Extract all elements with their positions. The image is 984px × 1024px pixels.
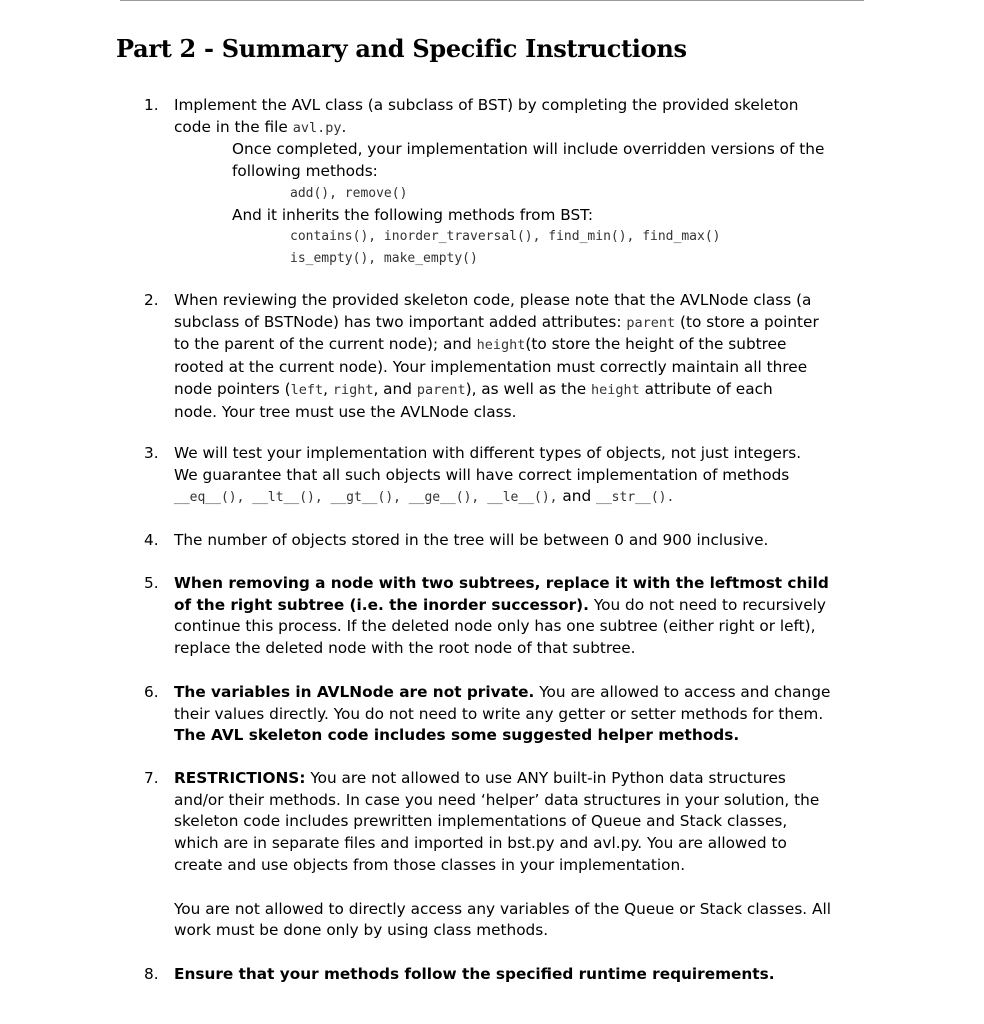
inline-code: height <box>476 337 526 354</box>
item-text: of the right subtree (i.e. the inorder successor). You do not need to recursively <box>174 595 826 614</box>
item-text: node. Your tree must use the AVLNode class. <box>174 402 517 421</box>
item-text: which are in separate files and imported in bst.py and avl.py. You are allowed to <box>174 834 787 853</box>
item-text: create and use objects from those classes in your implementation. <box>174 855 686 874</box>
item-text: to the parent of the current node); and height(to store the height of the subtree <box>174 335 787 354</box>
item-text: their values directly. You do not need to write any getter or setter methods for them. <box>174 704 824 723</box>
item-text: work must be done only by using class methods. <box>174 921 549 940</box>
item-text: node pointers (left, right, and parent), as well as the height attribute of each <box>174 379 773 398</box>
item-text: Implement the AVL class (a subclass of BST) by completing the provided skeleton <box>174 96 799 114</box>
item-text: skeleton code includes prewritten implementations of Queue and Stack classes, <box>174 812 788 831</box>
item-text: Once completed, your implementation will include overridden versions of the <box>232 140 825 159</box>
item-number: 6. <box>144 683 159 701</box>
item-text: The AVL skeleton code includes some suggested helper methods. <box>174 726 740 745</box>
item-number: 7. <box>144 769 159 787</box>
item-text: The variables in AVLNode are not private. You are allowed to access and change <box>174 683 831 701</box>
item-text: Ensure that your methods follow the specified runtime requirements. <box>174 965 775 983</box>
item-text: rooted at the current node). Your implementation must correctly maintain all three <box>174 358 808 377</box>
item-number: 2. <box>144 291 159 309</box>
inline-code: height <box>590 381 640 398</box>
code-line: is_empty(), make_empty() <box>290 250 478 266</box>
item-number: 4. <box>144 531 159 549</box>
item-text: And it inherits the following methods from BST: <box>232 205 593 224</box>
item-text: continue this process. If the deleted node only has one subtree (either right or left), <box>174 617 816 636</box>
code-line: contains(), inorder_traversal(), find_min(), find_max() <box>290 229 721 245</box>
item-text: RESTRICTIONS: You are not allowed to use ANY built-in Python data structures <box>174 769 786 787</box>
inline-code: parent <box>626 314 676 331</box>
inline-code: __eq__(), __lt__(), __gt__(), __ge__(), __le__(), <box>174 490 558 506</box>
page-title: Part 2 - Summary and Specific Instructions <box>116 34 687 63</box>
item-text: We guarantee that all such objects will have correct implementation of methods <box>174 465 790 484</box>
item-text: following methods: <box>232 162 378 181</box>
item-number: 3. <box>144 444 159 462</box>
item-text: When removing a node with two subtrees, replace it with the leftmost child <box>174 574 829 592</box>
top-divider <box>120 0 864 1</box>
item-number: 8. <box>144 965 159 983</box>
item-text: __eq__(), __lt__(), __gt__(), __ge__(), __le__(), and __str__(). <box>174 487 675 506</box>
item-text: code in the file avl.py. <box>174 117 347 136</box>
item-text: We will test your implementation with different types of objects, not just integers. <box>174 444 802 462</box>
item-text: replace the deleted node with the root node of that subtree. <box>174 639 636 658</box>
inline-code: __str__(). <box>596 490 675 506</box>
code-line: add(), remove() <box>290 185 408 201</box>
item-text: When reviewing the provided skeleton code, please note that the AVLNode class (a <box>174 291 812 309</box>
inline-code: right <box>332 381 374 398</box>
item-text: and/or their methods. In case you need ‘helper’ data structures in your solution, the <box>174 790 820 809</box>
item-text: subclass of BSTNode) has two important added attributes: parent (to store a pointer <box>174 312 819 331</box>
inline-code: parent <box>416 381 466 398</box>
item-text: The number of objects stored in the tree will be between 0 and 900 inclusive. <box>174 531 769 549</box>
inline-code: left <box>290 381 324 398</box>
item-number: 5. <box>144 574 159 592</box>
inline-code: avl.py <box>292 119 342 136</box>
item-text: You are not allowed to directly access any variables of the Queue or Stack classes. All <box>174 899 831 918</box>
item-number: 1. <box>144 96 159 114</box>
